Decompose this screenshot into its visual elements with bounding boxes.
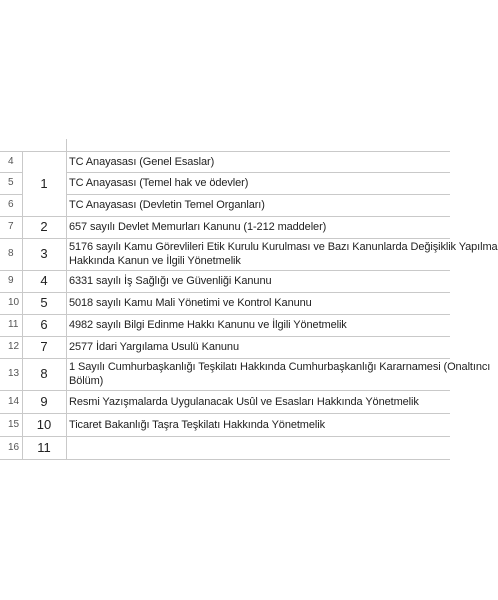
- row-divider: [0, 459, 450, 460]
- row-divider: [0, 216, 450, 217]
- row-divider: [0, 194, 22, 195]
- law-title-cell[interactable]: 5018 sayılı Kamu Mali Yönetimi ve Kontrol Kanunu: [69, 297, 312, 309]
- row-header[interactable]: 9: [8, 275, 14, 286]
- law-title-cell[interactable]: TC Anayasası (Temel hak ve ödevler): [69, 177, 249, 189]
- row-divider: [0, 172, 22, 173]
- item-number-cell[interactable]: 2: [40, 219, 48, 234]
- law-title-cell[interactable]: 5176 sayılı Kamu Görevlileri Etik Kurulu Kurulması ve Bazı Kanunlarda Değişiklik Yapılma: [69, 241, 498, 253]
- row-header[interactable]: 14: [8, 395, 20, 407]
- item-number-cell[interactable]: 5: [40, 295, 48, 310]
- row-divider: [66, 172, 450, 173]
- row-divider: [0, 270, 450, 271]
- item-number-cell[interactable]: 7: [40, 339, 48, 354]
- row-divider: [0, 358, 450, 359]
- row-divider: [0, 436, 450, 437]
- row-divider: [66, 194, 450, 195]
- row-header[interactable]: 7: [8, 221, 14, 232]
- item-number-cell[interactable]: 9: [40, 393, 48, 409]
- law-title-cell[interactable]: Ticaret Bakanlığı Taşra Teşkilatı Hakkında Yönetmelik: [69, 418, 325, 431]
- row-divider: [0, 413, 450, 414]
- law-title-cell[interactable]: TC Anayasası (Genel Esaslar): [69, 155, 215, 168]
- item-number-cell[interactable]: 8: [40, 366, 48, 381]
- row-header[interactable]: 15: [8, 418, 20, 430]
- law-title-cell[interactable]: 4982 sayılı Bilgi Edinme Hakkı Kanunu ve İlgili Yönetmelik: [69, 319, 347, 331]
- row-header[interactable]: 5: [8, 177, 14, 188]
- row-divider: [0, 151, 450, 152]
- law-title-cell[interactable]: 6331 sayılı İş Sağlığı ve Güvenliği Kanunu: [69, 275, 272, 287]
- row-header[interactable]: 13: [8, 368, 20, 379]
- item-number-cell[interactable]: 1: [40, 175, 48, 191]
- row-header[interactable]: 10: [8, 297, 20, 308]
- law-title-cell[interactable]: 657 sayılı Devlet Memurları Kanunu (1-212 maddeler): [69, 221, 327, 233]
- row-divider: [0, 390, 450, 391]
- law-title-cell[interactable]: Resmi Yazışmalarda Uygulanacak Usûl ve Esasları Hakkında Yönetmelik: [69, 395, 419, 408]
- law-title-cell[interactable]: 2577 İdari Yargılama Usulü Kanunu: [69, 341, 239, 353]
- row-divider: [0, 292, 450, 293]
- row-divider: [0, 314, 450, 315]
- row-header[interactable]: 11: [8, 319, 19, 330]
- column-divider: [66, 139, 67, 459]
- empty-area: [0, 0, 450, 148]
- row-divider: [0, 238, 450, 239]
- law-title-cell[interactable]: TC Anayasası (Devletin Temel Organları): [69, 199, 265, 211]
- row-header[interactable]: 4: [8, 155, 14, 167]
- row-header[interactable]: 6: [8, 199, 14, 210]
- row-header[interactable]: 8: [8, 248, 14, 259]
- law-title-cell[interactable]: 1 Sayılı Cumhurbaşkanlığı Teşkilatı Hakkında Cumhurbaşkanlığı Kararnamesi (Onaltıncı: [69, 361, 491, 373]
- row-divider: [0, 336, 450, 337]
- law-title-cell-line2[interactable]: Hakkında Kanun ve İlgili Yönetmelik: [69, 255, 241, 267]
- row-header[interactable]: 16: [8, 441, 20, 453]
- row-header[interactable]: 12: [8, 341, 20, 352]
- item-number-cell[interactable]: 4: [40, 273, 48, 288]
- item-number-cell[interactable]: 10: [36, 416, 52, 432]
- item-number-cell[interactable]: 6: [40, 317, 48, 332]
- item-number-cell[interactable]: 3: [40, 246, 48, 261]
- item-number-cell[interactable]: 11: [37, 439, 51, 455]
- law-title-cell-line2[interactable]: Bölüm): [69, 375, 104, 387]
